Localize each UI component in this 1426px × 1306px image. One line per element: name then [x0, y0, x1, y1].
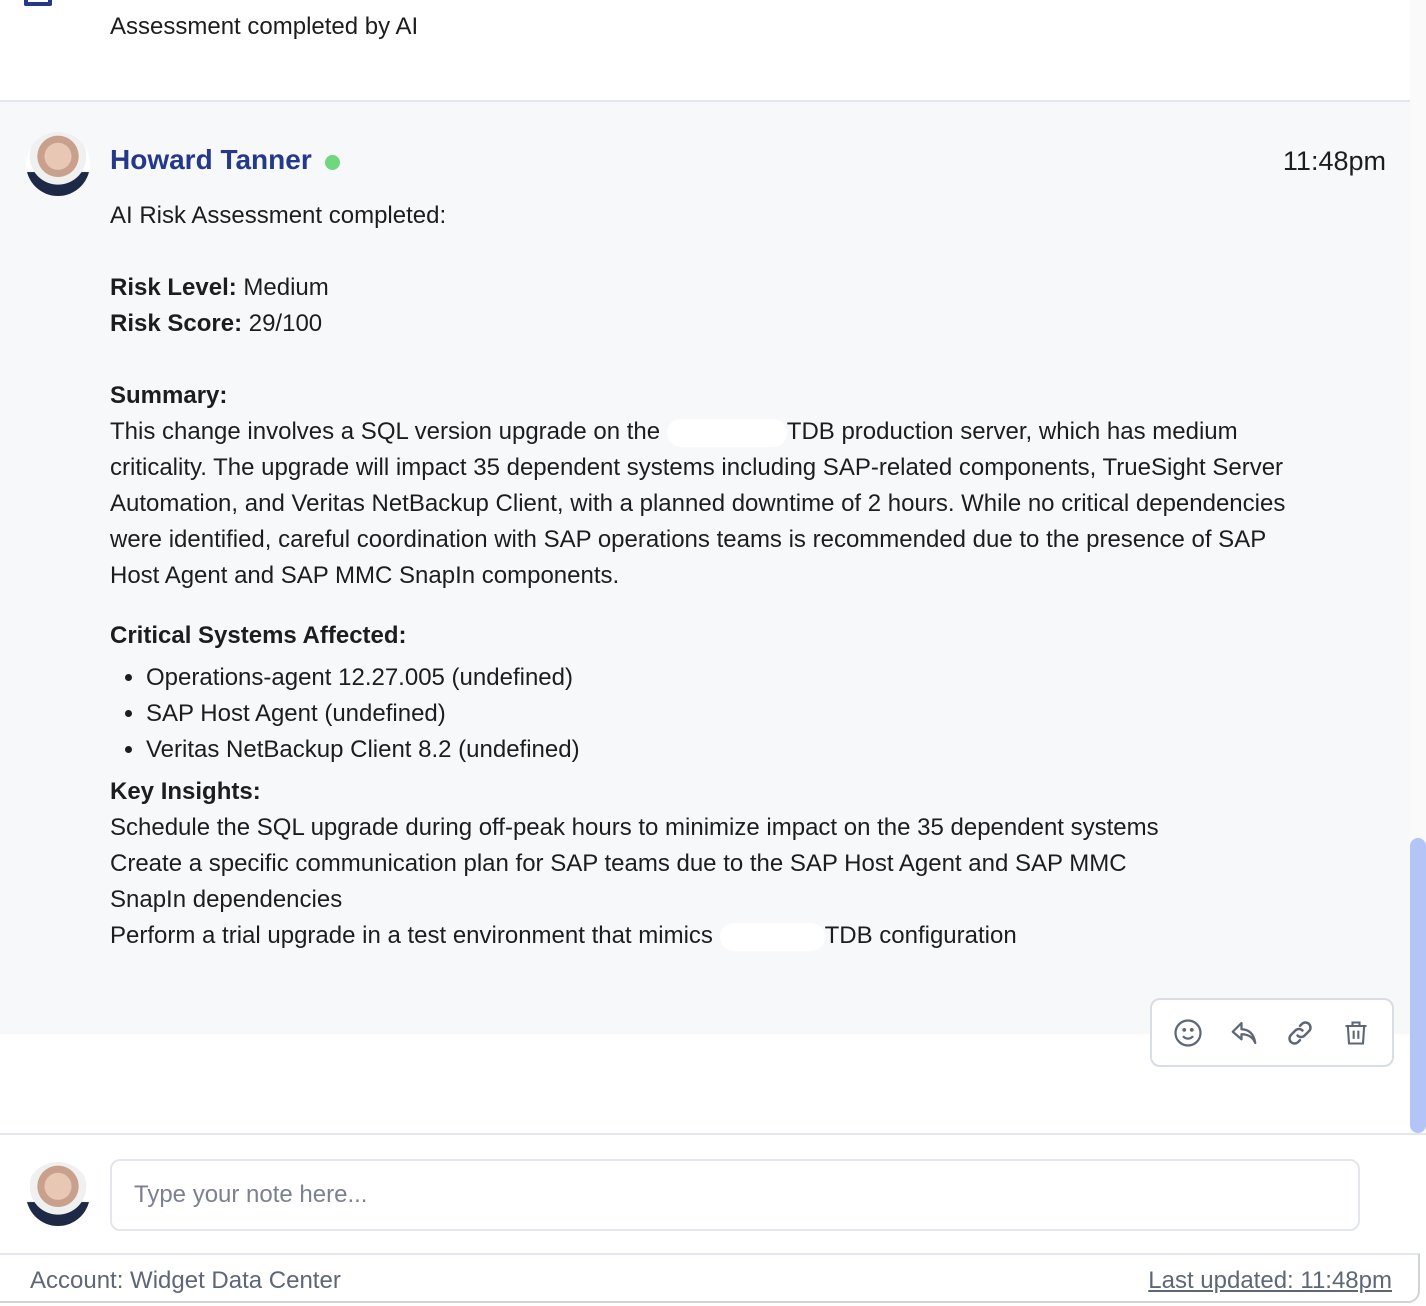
risk-level-label: Risk Level:	[110, 274, 237, 301]
last-updated-link[interactable]: Last updated: 11:48pm	[1148, 1267, 1392, 1294]
previous-message-text: Assessment completed by AI	[110, 13, 419, 40]
list-item: • Operations-agent 12.27.005 (undefined)	[146, 660, 1310, 696]
message-actions	[1150, 998, 1394, 1067]
current-user-avatar	[26, 1162, 90, 1226]
redaction	[667, 419, 787, 447]
insights-label: Key Insights:	[110, 778, 261, 805]
summary-text	[110, 414, 1310, 594]
insight-post: TDB configuration	[824, 922, 1017, 949]
note-input[interactable]	[110, 1159, 1360, 1231]
previous-message	[0, 0, 1410, 102]
emoji-icon[interactable]	[1171, 1016, 1205, 1050]
divider	[0, 1133, 1426, 1135]
summary-label: Summary:	[110, 382, 228, 409]
link-icon[interactable]	[1283, 1016, 1317, 1050]
online-status-icon	[325, 155, 340, 170]
critical-list	[110, 660, 1310, 768]
redaction	[720, 923, 825, 951]
scrollbar-thumb[interactable]	[1410, 838, 1426, 1133]
message-time: 11:48pm	[1282, 146, 1386, 176]
author-name[interactable]: Howard Tanner	[110, 144, 312, 175]
list-item: • SAP Host Agent (undefined)	[146, 696, 1310, 732]
message-body	[110, 198, 1310, 954]
footer	[0, 1253, 1420, 1303]
ai-icon	[24, 0, 52, 6]
risk-score: 29/100	[248, 310, 323, 337]
reply-icon[interactable]	[1227, 1016, 1261, 1050]
insight: Schedule the SQL upgrade during off-peak hours to minimize impact on the 35 dependent systems	[110, 814, 1159, 841]
trash-icon[interactable]	[1339, 1016, 1373, 1050]
critical-label: Critical Systems Affected:	[110, 622, 407, 649]
risk-level: Medium	[243, 274, 329, 301]
insight-pre: Perform a trial upgrade in a test environment that mimics	[110, 922, 720, 949]
account-label: Account: Widget Data Center	[30, 1267, 341, 1294]
summary-pre: This change involves a SQL version upgrade on the	[110, 418, 667, 445]
insight	[110, 918, 1310, 954]
risk-score-label: Risk Score:	[110, 310, 243, 337]
avatar[interactable]	[26, 132, 90, 196]
intro: AI Risk Assessment completed:	[110, 202, 447, 229]
insight: Create a specific communication plan for SAP teams due to the SAP Host Agent and SAP MMC SnapIn dependencies	[110, 850, 1127, 913]
summary-post: TDB production server, which has medium criticality. The upgrade will impact 35 dependent systems including SAP-related components, TrueSight Server Automation, and Veritas NetBackup Client, with a planned downtime of 2 hours. While no critical dependencies were identified, careful coordination with SAP operations teams is recommended due to the presence of SAP Host Agent and SAP MMC SnapIn components.	[110, 418, 1286, 589]
list-item: • Veritas NetBackup Client 8.2 (undefined)	[146, 732, 1310, 768]
